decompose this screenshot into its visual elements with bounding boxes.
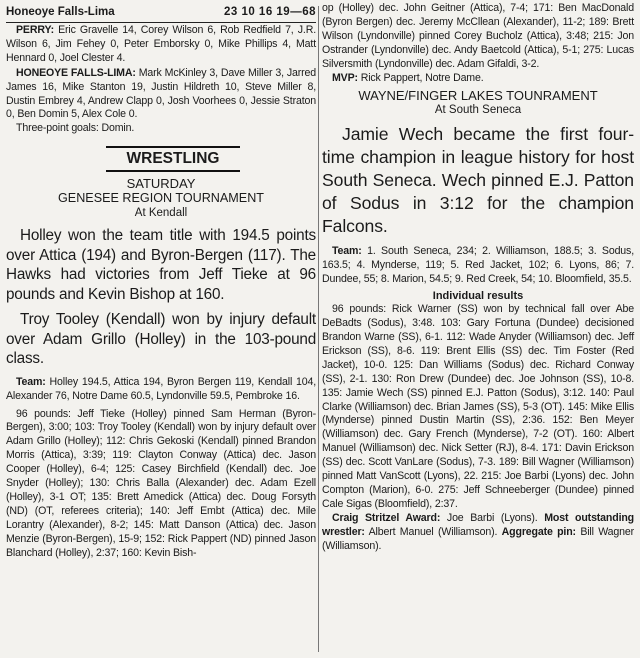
- event-name: GENESEE REGION TOURNAMENT: [58, 191, 264, 206]
- team-standings-text-wfl: 1. South Seneca, 234; 2. Williamson, 188.5; 3. Sodus, 163.5; 4. Mynderse, 119; 5. Red Jacket, 102; 6. Lyons, 86; 7. Dundee, 55; 8. Marion, 54.5; 9. Red Creek, 54; 10. Bloomfield, 35.5.: [322, 245, 634, 286]
- section-heading: WRESTLING: [106, 146, 240, 172]
- event-location-wfl: At South Seneca: [434, 104, 522, 117]
- column-divider: [318, 6, 319, 652]
- right-column: [322, 0, 634, 553]
- team-standings-label-wfl: Team:: [332, 245, 362, 258]
- lead-paragraph-wfl: Jamie Wech became the first four-time champion in league history for host South Seneca. Wech pinned E.J. Patton of Sodus in 3:12 for the champion Falcons.: [322, 124, 634, 237]
- event-day: SATURDAY: [126, 176, 196, 192]
- awards: [322, 512, 634, 554]
- score-header: [6, 4, 316, 23]
- players-perry: Eric Gravelle 14, Corey Wilson 6, Rob Redfield 7, J.R. Wilson 6, Jim Fehey 0, Peter Emborsky 0, Mike Phillips 4, Matt Hennard 0, Joel Clester 4.: [6, 24, 316, 64]
- award3-label: Aggregate pin:: [501, 525, 576, 538]
- box-score-hfl: [6, 67, 316, 123]
- event-location: At Kendall: [134, 207, 188, 220]
- score-teams: Honeoye Falls-Lima: [6, 6, 115, 18]
- mvp-text: Rick Pappert, Notre Dame.: [360, 71, 484, 84]
- team-label-perry: PERRY:: [16, 24, 54, 36]
- award2-text: Albert Manuel (Williamson).: [368, 525, 498, 538]
- team-label-hfl: HONEOYE FALLS-LIMA:: [16, 66, 136, 79]
- award3-text: Bill Wagner (Williamson).: [322, 525, 635, 552]
- team-standings-label: Team:: [16, 375, 46, 388]
- team-standings: [6, 376, 316, 404]
- team-standings-text: Holley 194.5, Attica 194, Byron Bergen 119, Kendall 104, Alexander 76, Notre Dame 60.5, Lyndonville 59.5, Pembroke 16.: [6, 375, 316, 402]
- award2-label: Most outstanding wrestler:: [322, 511, 635, 538]
- individual-results-heading: Individual results: [432, 290, 524, 303]
- score-line: 23 10 16 19—68: [223, 6, 316, 18]
- box-score-perry: [6, 24, 316, 66]
- match-results-continued: op (Holley) dec. John Geitner (Attica), 7-4; 171: Ben MacDonald (Byron Bergen) dec. Jeremy McCllean (Alexander), 11-2; 189: Brett Wilson (Lyndonville) pinned Corey Bucholz (Attica), 3:48; 215: Jon Ostrander (Lyndonville) dec. Andy Baetcold (Attica), 5-1; 275: Lucas Silversmith (Lyndonville) dec. Adam Gifaldi, 3-2.: [322, 2, 634, 70]
- team-standings-wfl: [322, 245, 634, 287]
- lead-paragraph-2: Troy Tooley (Kendall) won by injury default over Adam Grillo (Holley) in the 103-pound class.: [6, 311, 316, 368]
- match-results: 96 pounds: Jeff Tieke (Holley) pinned Sam Herman (Byron-Bergen), 3:00; 103: Troy Tooley (Kendall) won by injury default over Adam Grillo (Holley); 112: Chris Gekoski (Kendall) pinned Brandon Morris (Attica), 3:39; 119: Clayton Conway (Attica) dec. Jason Cooper (Holley), 6-4; 125: Casey Birchfield (Kendall) dec. Joe Snyder (Holley); 130: Chris Balla (Alexander) dec. Adam Ezell (Holley), 3-1 OT; 135: Brett Amedick (Attica) dec. Doug Forsyth (ND) (OT, referees criteria); 140: Jeff Embt (Attica) dec. Mile Lorantry (Alexander), 8-2; 145: Matt Danson (Attica) dec. Jason Menzie (Byron-Bergen), 15-9; 152: Rick Pappert (ND) pinned Jason Blanchard (Holley), 2:37; 160: Kevin Bish-: [6, 407, 316, 559]
- players-hfl: Mark McKinley 3, Dave Miller 3, Jarred James 16, Mike Stanton 19, Justin Hildreth 10, Steve Miller 8, Dustin Embrey 4, Andrew Clapp 0, Josh Voorhees 0, Jessie Straton 0, Ben Domin 5, Alex Cole 0.: [6, 66, 317, 121]
- award1-text: Joe Barbi (Lyons).: [446, 511, 538, 524]
- left-column: [6, 0, 316, 561]
- lead-paragraph-1: Holley won the team title with 194.5 points over Attica (194) and Byron-Bergen (117). The Hawks had victories from Jeff Tieke at 96 pounds and Kevin Bishop at 160.: [6, 227, 316, 303]
- three-point-goals: Three-point goals: Domin.: [16, 122, 135, 135]
- event-name-wfl: WAYNE/FINGER LAKES TOUNRAMENT: [358, 88, 598, 104]
- individual-results: 96 pounds: Rick Warner (SS) won by technical fall over Abe DeBadts (Sodus), 3:48. 103: Gary Fortuna (Dundee) decisioned Brandon Warne (SS), 6-1. 112: Wade Anyder (Williamson) dec. Jeff Erickson (SS), 8-6. 119: Brent Ellis (SS) dec. Tim Foster (Red Jacket), 10-0. 125: Dan Williams (Sodus) dec. Richard Conway (SS), 2-1. 130: Ron Drew (Dundee) dec. Joe Johnson (SS), 10-8. 135: Jamie Wech (SS) pinned E.J. Patton (Sodus), 3:12. 140: Paul Clarke (Williamson) dec. Brian James (SS), 5-3 (OT). 145: Mike Ellis (Mynderse) pinned Dustin Martin (SS), 2:36. 152: Ben Meyer (Williamson) dec. Gary French (Mynderse), 7-2 (OT). 160: Albert Manuel (Williamson) dec. Nick Setter (RJ), 8-4. 171: Davin Erickson (SS) dec. Scott VanLare (Sodus), 7-3. 189: Bill Wagner (Williamson) pinned Matt VanScott (Lyons), 22. 215: Joe Barbi (Lyons) dec. John Compton (Marion), 6-0. 275: Jeff Schneeberger (Dundee) pinned Cale Sigas (Bloomfield), 2:37.: [322, 303, 634, 510]
- mvp-line: [322, 72, 634, 86]
- mvp-label: MVP:: [332, 71, 358, 84]
- award1-label: Craig Stritzel Award:: [332, 511, 441, 524]
